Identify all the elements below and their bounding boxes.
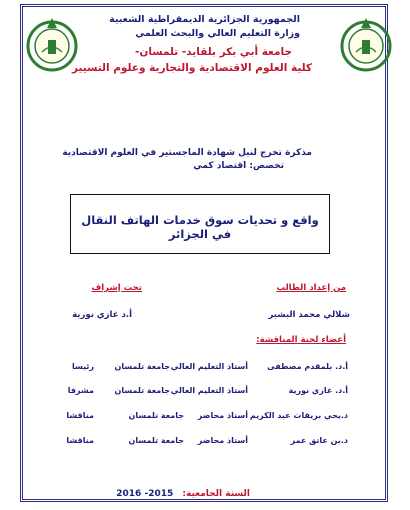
university-line: جامعة أبي بكر بلقايد- تلمسان- [135,46,292,58]
supervision-label: تحت إشراف [91,283,142,293]
ministry-line: وزارة التعليم العالي والبحث العلمي [135,28,300,39]
committee-label: أعضاء لجنة المناقشة: [256,335,346,345]
member-role: مشرفا [67,386,94,395]
student-name: شلالي محمد البشير [268,310,350,320]
member-name: د.يحي بريقات عبد الكريم [249,411,348,420]
table-row [0,436,410,450]
member-role: مناقشا [66,411,94,420]
member-rank: أستاذ محاضر [197,411,248,420]
member-university: جامعة تلمسان [114,386,170,395]
member-role: رئيسا [71,362,94,371]
member-university: جامعة تلمسان [128,411,184,420]
member-rank: أستاذ التعليم العالي [170,362,248,371]
member-name: أ.د. بلمقدم مصطفى [267,362,348,371]
republic-line: الجمهورية الجزائرية الديمقراطية الشعبية [109,14,300,25]
member-name: أ.د. غازي نورية [288,386,348,395]
member-rank: أستاذ التعليم العالي [170,386,248,395]
faculty-line: كلية العلوم الاقتصادية والتجارية وعلوم التسيير [71,62,312,74]
member-rank: أستاذ محاضر [197,436,248,445]
academic-year-value: 2015- 2016 [116,489,174,499]
member-role: مناقشا [66,436,94,445]
table-row [0,362,410,376]
academic-year [116,489,250,499]
memo-line: مذكرة تخرج لنيل شهادة الماجستير في العلوم الاقتصادية [62,148,312,158]
table-row [0,411,410,425]
prepared-by-label: من إعداد الطالب [276,283,346,293]
university-logo-right [338,12,394,76]
specialty-line: تخصص: اقتصاد كمي [193,161,284,171]
academic-year-label: السنة الجامعية: [182,489,250,499]
thesis-title: واقع و تحديات سوق خدمات الهاتف النقال في الجزائر [81,213,319,241]
member-name: د.بن عاتق عمر [290,436,348,445]
member-university: جامعة تلمسان [114,362,170,371]
supervisor-name: أ.د غازي نورية [72,310,132,320]
table-row [0,386,410,400]
thesis-title-box [70,194,330,254]
member-university: جامعة تلمسان [128,436,184,445]
